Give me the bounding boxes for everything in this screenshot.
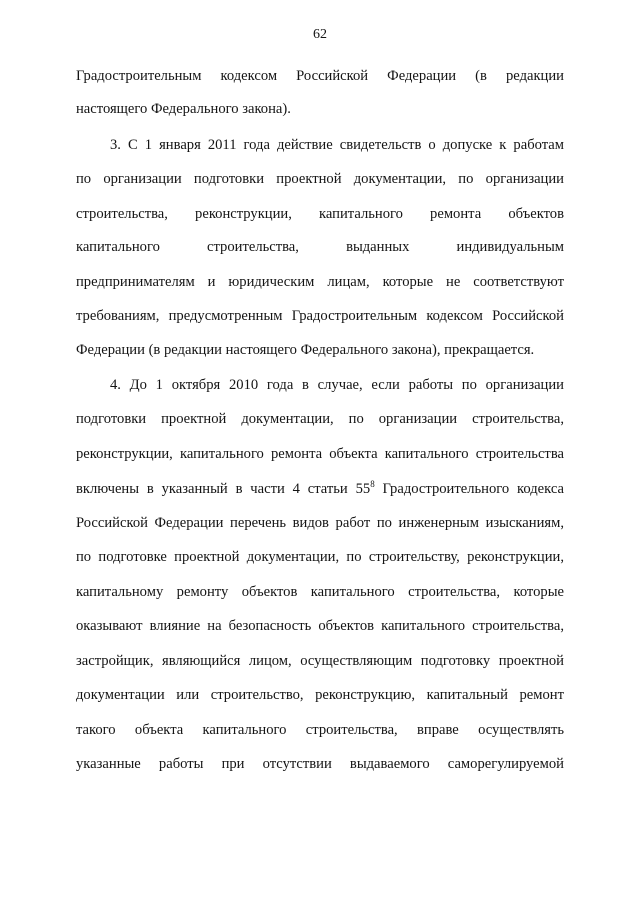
article-superscript: 8 bbox=[370, 479, 375, 489]
text-line-4: по организации подготовки проектной документации, по организации bbox=[76, 171, 564, 187]
text-line-15: по подготовке проектной документации, по строительству, реконструкции, bbox=[76, 549, 564, 565]
text-line-2: настоящего Федерального закона). bbox=[76, 101, 291, 117]
text-line-20: такого объекта капитального строительства, вправе осуществлять bbox=[76, 722, 564, 738]
text-line-8: требованиям, предусмотренным Градостроительным кодексом Российской bbox=[76, 308, 564, 324]
text-line-19: документации или строительство, реконструкцию, капитальный ремонт bbox=[76, 687, 564, 703]
text-line-10: 4. До 1 октября 2010 года в случае, если работы по организации bbox=[110, 377, 564, 393]
text-line-17: оказывают влияние на безопасность объектов капитального строительства, bbox=[76, 618, 564, 634]
text-line-11: подготовки проектной документации, по организации строительства, bbox=[76, 411, 564, 427]
text-line-14: Российской Федерации перечень видов работ по инженерным изысканиям, bbox=[76, 515, 564, 531]
text-line-16: капитальному ремонту объектов капитального строительства, которые bbox=[76, 584, 564, 600]
text-line-13 bbox=[76, 479, 564, 499]
text-line-1: Градостроительным кодексом Российской Федерации (в редакции bbox=[76, 68, 564, 84]
text-line-3: 3. С 1 января 2011 года действие свидетельств о допуске к работам bbox=[110, 137, 564, 153]
text-line-21: указанные работы при отсутствии выдаваемого саморегулируемой bbox=[76, 756, 564, 772]
text-line-13-start: включены в указанный в части 4 статьи 55 bbox=[76, 481, 371, 497]
page-number: 62 bbox=[313, 27, 327, 42]
text-line-6: капитального строительства, выданных индивидуальным bbox=[76, 239, 564, 255]
text-line-18: застройщик, являющийся лицом, осуществляющим подготовку проектной bbox=[76, 653, 564, 669]
text-line-9: Федерации (в редакции настоящего Федерального закона), прекращается. bbox=[76, 342, 535, 358]
text-line-13-end: Градостроительного кодекса bbox=[374, 481, 564, 497]
text-line-7: предпринимателям и юридическим лицам, которые не соответствуют bbox=[76, 274, 564, 290]
text-line-12: реконструкции, капитального ремонта объекта капитального строительства bbox=[76, 446, 564, 462]
text-line-5: строительства, реконструкции, капитального ремонта объектов bbox=[76, 206, 564, 222]
